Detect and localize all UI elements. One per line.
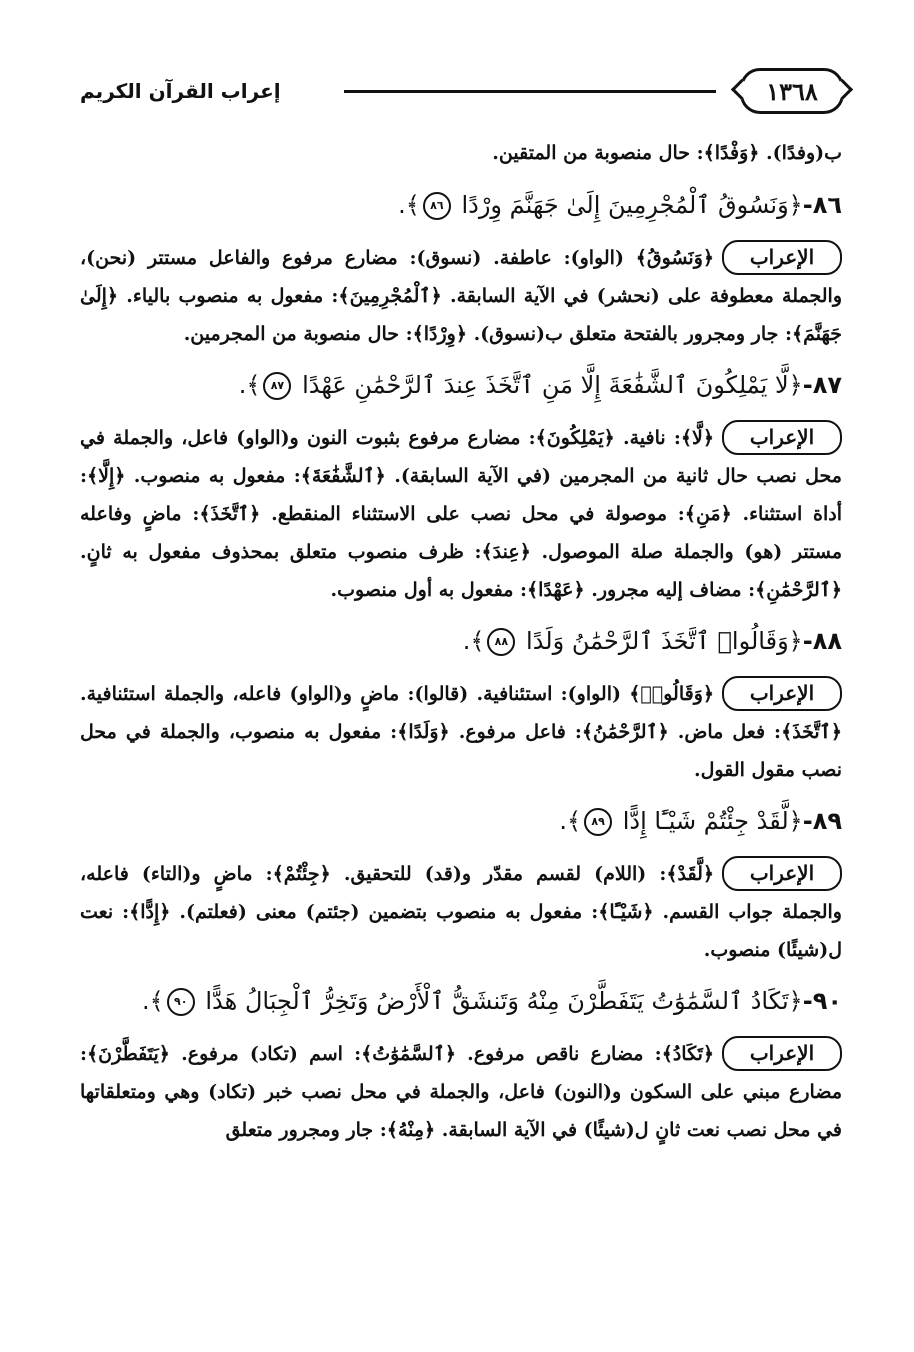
irab-label: الإعراب <box>722 856 842 891</box>
verse-close: ﴾. <box>462 627 485 655</box>
ayah-number-mark: ٩٠ <box>167 988 195 1016</box>
ayah-number-mark: ٨٦ <box>423 192 451 220</box>
verse-text: ﴿لَّقَدْ جِئْتُمْ شَيْـًٔا إِدًّا <box>622 807 803 835</box>
irab-text: ﴿تَكَادُ﴾: مضارع ناقص مرفوع. ﴿ٱلسَّمَٰوَٰتُ﴾: اسم (تكاد) مرفوع. ﴿يَتَفَطَّرْنَ﴾: مضارع مبني على السكون و(النون) فاعل، والجملة في محل نصب خبر (تكاد) وهي ومتعلقاتها في محل نصب نعت ثانٍ ل(شيئًا) في الآية السابقة. ﴿مِنْهُ﴾: جار ومجرور متعلق <box>80 1043 842 1141</box>
verse-close: ﴾. <box>398 191 420 219</box>
irab-text: ﴿وَقَالُوا۟﴾ (الواو): استئنافية. (قالوا): ماضٍ و(الواو) فاعله، والجملة استئنافية. ﴿ٱتَّخَذَ﴾: فعل ماض. ﴿ٱلرَّحْمَٰنُ﴾: فاعل مرفوع. ﴿وَلَدًا﴾: مفعول به منصوب، والجملة في محل نصب مقول القول. <box>80 683 842 781</box>
page-content <box>80 134 842 1155</box>
irab-label: الإعراب <box>722 676 842 711</box>
page-header <box>80 62 844 120</box>
verse-number: ٩٠- <box>802 987 842 1015</box>
irab-paragraph <box>80 239 842 353</box>
verse-line <box>80 359 842 411</box>
ayah-number-mark: ٨٧ <box>263 372 291 400</box>
verse-line <box>80 615 842 667</box>
irab-text: ﴿لَّا﴾: نافية. ﴿يَمْلِكُونَ﴾: مضارع مرفوع بثبوت النون و(الواو) فاعل، والجملة في محل نصب حال ثانية من المجرمين (في الآية السابقة). ﴿ٱلشَّفَٰعَةَ﴾: مفعول به منصوب. ﴿إِلَّا﴾: أداة استثناء. ﴿مَنِ﴾: موصولة في محل نصب على الاستثناء المنقطع. ﴿ٱتَّخَذَ﴾: ماضٍ وفاعله مستتر (هو) والجملة صلة الموصول. ﴿عِندَ﴾: ظرف منصوب متعلق بمحذوف مفعول به ثانٍ. ﴿ٱلرَّحْمَٰنِ﴾: مضاف إليه مجرور. ﴿عَهْدًا﴾: مفعول به أول منصوب. <box>80 427 842 601</box>
verse-text: ﴿وَنَسُوقُ ٱلْمُجْرِمِينَ إِلَىٰ جَهَنَّمَ وِرْدًا <box>461 191 803 219</box>
intro-line: ب(وفدًا). ﴿وَفْدًا﴾: حال منصوبة من المتقين. <box>492 142 842 164</box>
verse-text: ﴿لَّا يَمْلِكُونَ ٱلشَّفَٰعَةَ إِلَّا مَنِ ٱتَّخَذَ عِندَ ٱلرَّحْمَٰنِ عَهْدًا <box>302 371 803 399</box>
verse-number: ٨٧- <box>802 371 842 399</box>
irab-paragraph <box>80 419 842 609</box>
verse-line <box>80 179 842 231</box>
irab-label: الإعراب <box>722 240 842 275</box>
irab-paragraph <box>80 855 842 969</box>
header-rule <box>344 90 716 93</box>
page-number: ١٣٦٨ <box>740 68 844 114</box>
verse-line <box>80 975 842 1027</box>
irab-text: ﴿وَنَسُوقُ﴾ (الواو): عاطفة. (نسوق): مضارع مرفوع والفاعل مستتر (نحن)، والجملة معطوفة على (نحشر) في الآية السابقة. ﴿ٱلْمُجْرِمِينَ﴾: مفعول به منصوب بالياء. ﴿إِلَىٰ جَهَنَّمَ﴾: جار ومجرور بالفتحة متعلق ب(نسوق). ﴿وِرْدًا﴾: حال منصوبة من المجرمين. <box>80 247 842 345</box>
verse-text: ﴿وَقَالُوا۟ ٱتَّخَذَ ٱلرَّحْمَٰنُ وَلَدًا <box>526 627 803 655</box>
irab-label: الإعراب <box>722 1036 842 1071</box>
irab-label: الإعراب <box>722 420 842 455</box>
ayah-number-mark: ٨٩ <box>584 808 612 836</box>
irab-paragraph <box>80 1035 842 1149</box>
verse-text: ﴿تَكَادُ ٱلسَّمَٰوَٰتُ يَتَفَطَّرْنَ مِنْهُ وَتَنشَقُّ ٱلْأَرْضُ وَتَخِرُّ ٱلْجِبَالُ هَدًّا <box>205 987 803 1015</box>
verse-sections <box>80 179 842 1149</box>
ayah-number-mark: ٨٨ <box>487 628 515 656</box>
verse-number: ٨٦- <box>802 191 842 219</box>
verse-close: ﴾. <box>559 807 582 835</box>
verse-line <box>80 795 842 847</box>
verse-number: ٨٩- <box>802 807 842 835</box>
irab-paragraph <box>80 675 842 789</box>
verse-close: ﴾. <box>142 987 164 1015</box>
book-title: إعراب القرآن الكريم <box>80 79 281 103</box>
verse-close: ﴾. <box>238 371 261 399</box>
verse-number: ٨٨- <box>802 627 842 655</box>
irab-text: ﴿لَّقَدْ﴾: (اللام) لقسم مقدّر و(قد) للتحقيق. ﴿جِئْتُمْ﴾: ماضٍ و(التاء) فاعله، والجملة جواب القسم. ﴿شَيْـًٔا﴾: مفعول به منصوب بتضمين (جئتم) معنى (فعلتم). ﴿إِدًّا﴾: نعت ل(شيئًا) منصوب. <box>80 863 842 961</box>
